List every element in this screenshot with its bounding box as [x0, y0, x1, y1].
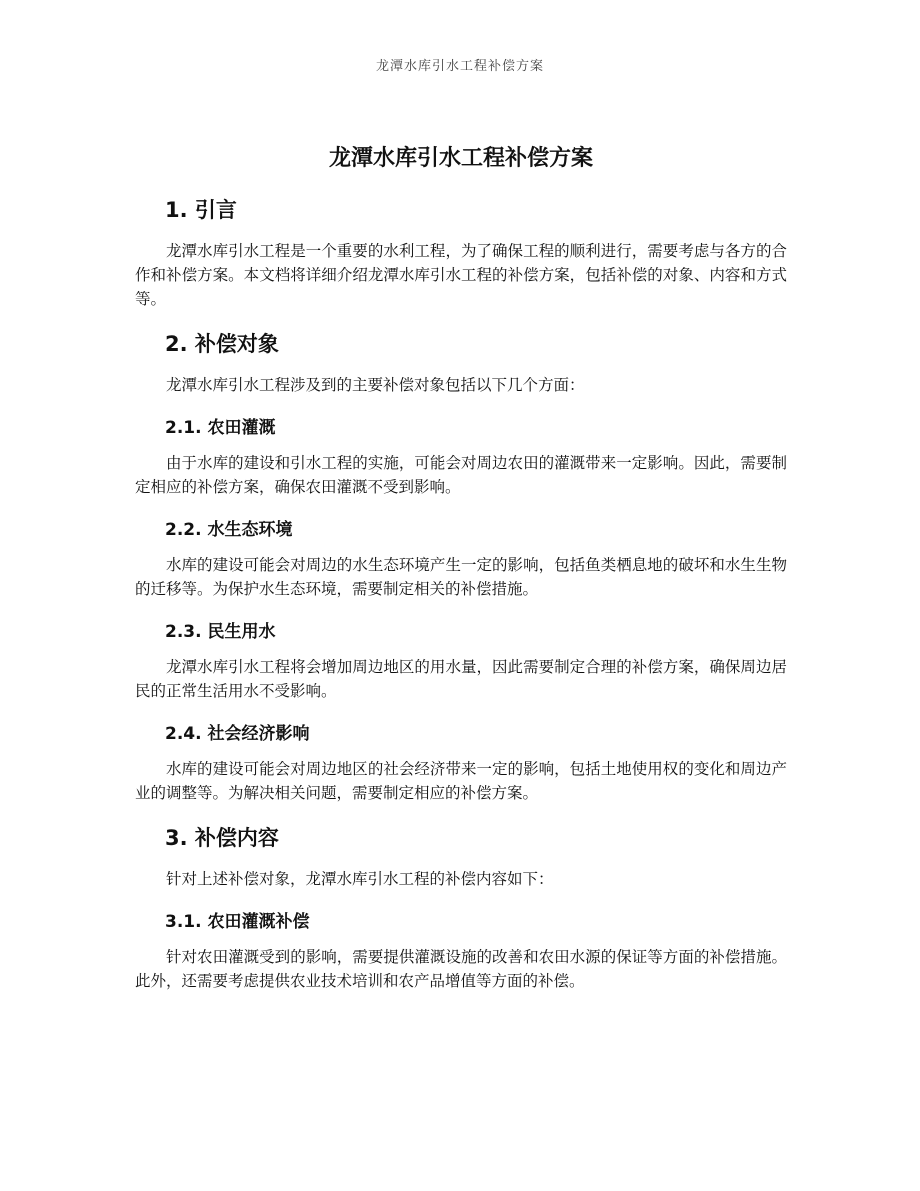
section-heading-compensation-targets: 2. 补偿对象: [165, 332, 279, 356]
subsection-heading-irrigation-compensation: 3.1. 农田灌溉补偿: [165, 912, 310, 932]
subsection-heading-socioeconomic-impact: 2.4. 社会经济影响: [165, 724, 310, 744]
subsection-heading-domestic-water: 2.3. 民生用水: [165, 622, 276, 642]
section-heading-introduction: 1. 引言: [165, 198, 237, 222]
document-body: [135, 143, 787, 1011]
section-heading-compensation-content: 3. 补偿内容: [165, 826, 279, 850]
paragraph-water-ecology: 水库的建设可能会对周边的水生态环境产生一定的影响，包括鱼类栖息地的破坏和水生生物的迁移等。为保护水生态环境，需要制定相关的补偿措施。: [135, 556, 787, 598]
paragraph-introduction: 龙潭水库引水工程是一个重要的水利工程，为了确保工程的顺利进行，需要考虑与各方的合作和补偿方案。本文档将详细介绍龙潭水库引水工程的补偿方案，包括补偿的对象、内容和方式等。: [135, 242, 787, 308]
subsection-heading-water-ecology: 2.2. 水生态环境: [165, 520, 293, 540]
paragraph-compensation-content: 针对上述补偿对象，龙潭水库引水工程的补偿内容如下：: [166, 870, 554, 888]
paragraph-irrigation-compensation: 针对农田灌溉受到的影响，需要提供灌溉设施的改善和农田水源的保证等方面的补偿措施。此外，还需要考虑提供农业技术培训和农产品增值等方面的补偿。: [135, 948, 787, 990]
paragraph-compensation-targets: 龙潭水库引水工程涉及到的主要补偿对象包括以下几个方面：: [166, 376, 585, 394]
paragraph-socioeconomic-impact: 水库的建设可能会对周边地区的社会经济带来一定的影响，包括土地使用权的变化和周边产业的调整等。为解决相关问题，需要制定相应的补偿方案。: [135, 760, 787, 802]
paragraph-farmland-irrigation: 由于水库的建设和引水工程的实施，可能会对周边农田的灌溉带来一定影响。因此，需要制定相应的补偿方案，确保农田灌溉不受到影响。: [135, 454, 787, 496]
subsection-heading-farmland-irrigation: 2.1. 农田灌溉: [165, 418, 276, 438]
paragraph-domestic-water: 龙潭水库引水工程将会增加周边地区的用水量，因此需要制定合理的补偿方案，确保周边居民的正常生活用水不受影响。: [135, 658, 787, 700]
running-header: 龙潭水库引水工程补偿方案: [375, 59, 544, 74]
document-title: 龙潭水库引水工程补偿方案: [328, 146, 593, 171]
